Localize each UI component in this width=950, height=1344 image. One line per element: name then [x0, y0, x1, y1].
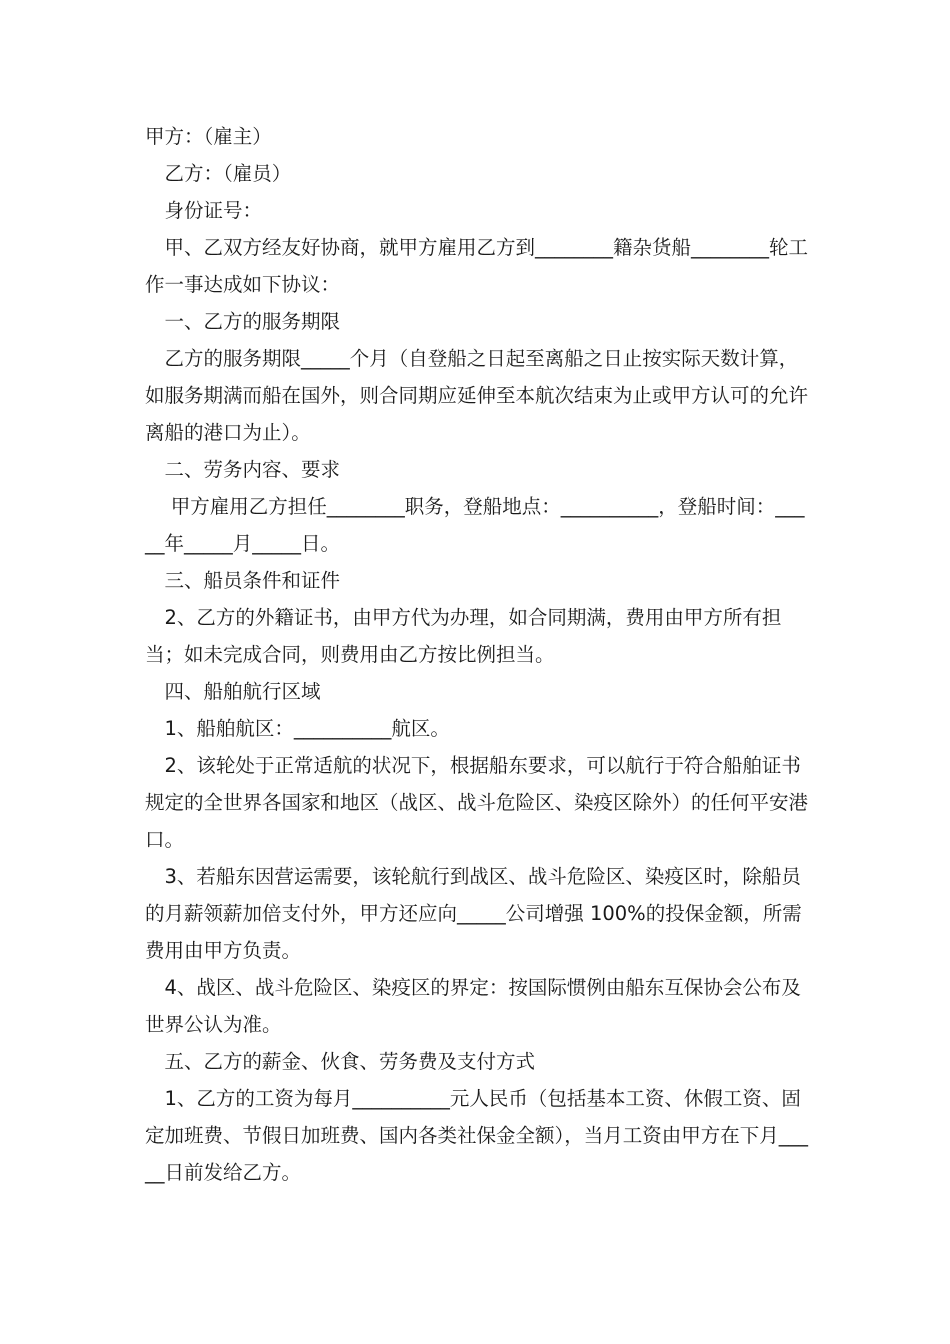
salary-item-1: 1、乙方的工资为每月__________元人民币（包括基本工资、休假工资、固定加班费、节假日加班费、国内各类社保金全额），当月工资由甲方在下月_____日前发给乙方。: [145, 1087, 809, 1184]
navigation-area-item-3: 3、若船东因营运需要，该轮航行到战区、战斗危险区、染疫区时，除船员的月薪领薪加倍支付外，甲方还应向_____公司增强 100%的投保金额，所需费用由甲方负责。: [145, 865, 802, 962]
party-b-line: 乙方：（雇员）: [145, 162, 292, 185]
section-heading-navigation-area: 四、船舶航行区域: [145, 680, 321, 703]
agreement-intro: 甲、乙双方经友好协商，就甲方雇用乙方到________籍杂货船________轮工作一事达成如下协议：: [145, 236, 809, 296]
service-term-text: 乙方的服务期限_____个月（自登船之日起至离船之日止按实际天数计算，如服务期满而船在国外，则合同期应延伸至本航次结束为止或甲方认可的允许离船的港口为止）。: [145, 347, 809, 444]
navigation-area-item-4: 4、战区、战斗危险区、染疫区的界定：按国际惯例由船东互保协会公布及世界公认为准。: [145, 976, 801, 1036]
section-heading-labor-content: 二、劳务内容、要求: [145, 458, 341, 481]
navigation-area-item-2: 2、该轮处于正常适航的状况下，根据船东要求，可以航行于符合船舶证书规定的全世界各国家和地区（战区、战斗危险区、染疫区除外）的任何平安港口。: [145, 754, 809, 851]
id-number-line: 身份证号：: [145, 199, 263, 222]
labor-content-text: 甲方雇用乙方担任________职务，登船地点：__________，登船时间：_____年_____月_____日。: [145, 495, 805, 555]
navigation-area-item-1: 1、船舶航区：__________航区。: [145, 717, 450, 740]
crew-certificate-text: 2、乙方的外籍证书，由甲方代为办理，如合同期满，费用由甲方所有担当；如未完成合同，则费用由乙方按比例担当。: [145, 606, 782, 666]
section-heading-service-term: 一、乙方的服务期限: [145, 310, 341, 333]
section-heading-salary: 五、乙方的薪金、伙食、劳务费及支付方式: [145, 1050, 536, 1073]
section-heading-crew-conditions: 三、船员条件和证件: [145, 569, 341, 592]
contract-body: [145, 118, 810, 1191]
party-a-line: 甲方：（雇主）: [145, 125, 272, 148]
